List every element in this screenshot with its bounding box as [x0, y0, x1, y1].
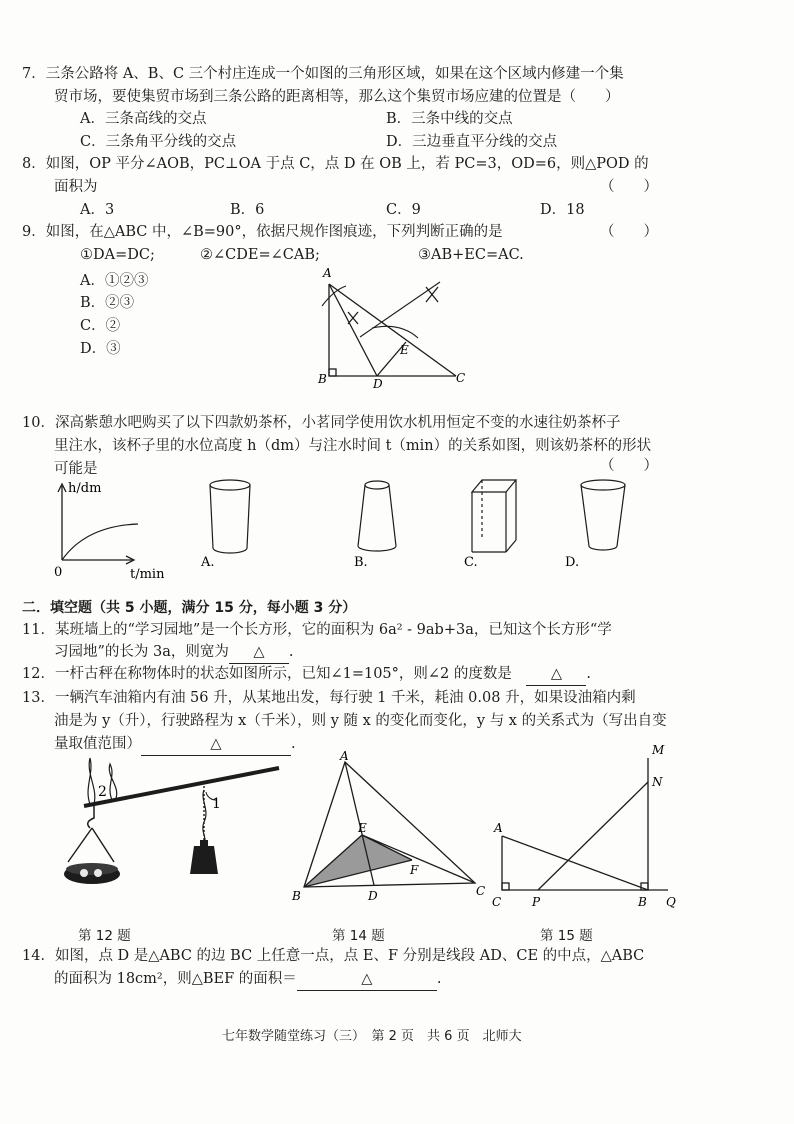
- fig15-label-a: A: [494, 821, 503, 835]
- fig15-label-q: Q: [666, 895, 676, 909]
- q12-answer-blank[interactable]: △: [526, 663, 586, 686]
- q10-cup-c-icon: [460, 470, 530, 570]
- q7-option-d: D．三边垂直平分线的交点: [386, 134, 558, 150]
- fig15-label-p: P: [532, 895, 541, 909]
- fig14-triangle: [290, 750, 490, 905]
- fig15-figure: [488, 740, 688, 915]
- q10-paren: （ ）: [600, 458, 658, 474]
- q8-option-c: C．9: [386, 202, 421, 218]
- q7-line1: 7．三条公路将 A、B、C 三个村庄连成一个如图的三角形区域，如果在这个区域内修建一个集: [22, 66, 624, 82]
- fig14-label-e: E: [358, 821, 367, 835]
- q14-line2-text: 的面积为 18cm²，则△BEF 的面积＝: [54, 971, 297, 987]
- q8-option-d: D．18: [540, 202, 585, 218]
- q10-line1: 10．深高紫憩水吧购买了以下四款奶茶杯，小茗同学使用饮水机用恒定不变的水速往奶茶杯子: [22, 415, 621, 431]
- q10-line2: 里注水，该杯子里的水位高度 h（dm）与注水时间 t（min）的关系如图，则该奶茶杯的形状: [54, 438, 652, 454]
- q10-cup-c-label: C.: [464, 555, 478, 570]
- q9-option-b: B．②③: [80, 295, 135, 311]
- q13-line3-text: 量取值范围）: [54, 736, 141, 752]
- q9-label-e: E: [400, 343, 409, 357]
- fig15-label-m: M: [652, 743, 665, 757]
- q11-answer-blank[interactable]: △: [229, 641, 289, 664]
- q10-cup-d-icon: [565, 470, 635, 570]
- q9-label-c: C: [456, 371, 466, 385]
- q9-statement-1: ①DA=DC;: [80, 247, 155, 263]
- fig14-label-f: F: [410, 863, 419, 877]
- q10-cup-b-label: B.: [354, 555, 368, 570]
- section-fill-in-title: 二．填空题（共 5 小题，满分 15 分，每小题 3 分）: [22, 600, 357, 616]
- q12-end: .: [586, 666, 591, 682]
- fig15-caption: 第 15 题: [540, 928, 593, 944]
- q13-end: .: [291, 736, 296, 752]
- q10-cup-a-icon: [201, 470, 255, 570]
- q14-line2: [54, 968, 441, 991]
- fig15-label-c: C: [492, 895, 502, 909]
- q10-xlabel: t/min: [130, 567, 165, 582]
- q9-option-d: D．③: [80, 341, 121, 357]
- q10-ylabel: h/dm: [68, 481, 102, 496]
- q10-origin: 0: [54, 565, 63, 580]
- fig14-label-a: A: [340, 749, 349, 763]
- q7-option-a: A．三条高线的交点: [80, 111, 207, 127]
- q11-line2: [54, 641, 294, 664]
- q10-line3: 可能是: [54, 461, 98, 477]
- q7-line2: 贸市场，要使集贸市场到三条公路的距离相等，那么这个集贸市场应建的位置是（ ）: [54, 89, 620, 105]
- fig12-caption: 第 12 题: [78, 928, 131, 944]
- q7-option-b: B．三条中线的交点: [386, 111, 513, 127]
- q14-line1: 14．如图，点 D 是△ABC 的边 BC 上任意一点，点 E、F 分别是线段 AD、CE 的中点，△ABC: [22, 948, 645, 964]
- q9-statement-2: ②∠CDE=∠CAB;: [200, 247, 320, 263]
- fig14-label-c: C: [476, 884, 486, 898]
- q9-label-a: A: [323, 266, 332, 280]
- q12-line: [22, 663, 591, 686]
- q9-line1: 9．如图，在△ABC 中，∠B=90°，依据尺规作图痕迹，下列判断正确的是: [22, 224, 503, 240]
- q10-cup-a-label: A.: [201, 555, 215, 570]
- page-footer: 七年数学随堂练习（三） 第 2 页 共 6 页 北师大: [222, 1029, 522, 1044]
- q7-option-c: C．三条角平分线的交点: [80, 134, 237, 150]
- q13-answer-blank[interactable]: △: [141, 733, 291, 756]
- q11-end: .: [288, 644, 294, 660]
- q14-end: .: [436, 971, 442, 987]
- fig15-label-b: B: [638, 895, 647, 909]
- fig14-label-b: B: [292, 889, 301, 903]
- q8-option-b: B．6: [230, 202, 265, 218]
- fig12-steelyard: [54, 752, 284, 912]
- q13-line2: 油是为 y（升），行驶路程为 x（千米），则 y 随 x 的变化而变化，y 与 x 的关系式为（写出自变: [54, 713, 667, 729]
- q9-label-d: D: [373, 377, 383, 391]
- fig12-label-2: 2: [98, 784, 107, 800]
- q12-text: 12．一杆古秤在称物体时的状态如图所示，已知∠1=105°，则∠2 的度数是: [22, 666, 512, 682]
- q9-label-b: B: [318, 372, 327, 386]
- fig14-label-d: D: [368, 889, 378, 903]
- q8-line1: 8．如图，OP 平分∠AOB，PC⊥OA 于点 C，点 D 在 OB 上，若 PC=3，OD=6，则△POD 的: [22, 156, 649, 172]
- q10-cup-d-label: D.: [565, 555, 580, 570]
- q13-line1: 13．一辆汽车油箱内有油 56 升，从某地出发，每行驶 1 千米，耗油 0.08 升，如果设油箱内剩: [22, 690, 636, 706]
- q9-triangle-figure: [300, 262, 480, 390]
- q10-water-level-graph: [48, 476, 178, 586]
- q9-paren: （ ）: [600, 224, 658, 240]
- fig12-label-1: 1: [212, 796, 221, 812]
- q11-line2-text: 习园地”的长为 3a，则宽为: [54, 644, 229, 660]
- q9-option-a: A．①②③: [80, 273, 149, 289]
- q10-cup-b-icon: [352, 470, 402, 570]
- q14-answer-blank[interactable]: △: [297, 968, 437, 991]
- q8-line2: 面积为: [54, 179, 98, 195]
- q9-option-c: C．②: [80, 318, 121, 334]
- q11-line1: 11．某班墙上的“学习园地”是一个长方形，它的面积为 6a² - 9ab+3a，已知这个长方形“学: [22, 622, 612, 638]
- fig14-caption: 第 14 题: [332, 928, 385, 944]
- q8-option-a: A．3: [80, 202, 115, 218]
- fig15-label-n: N: [652, 775, 663, 789]
- q9-statement-3: ③AB+EC=AC.: [418, 247, 524, 263]
- q8-paren: （ ）: [600, 179, 658, 195]
